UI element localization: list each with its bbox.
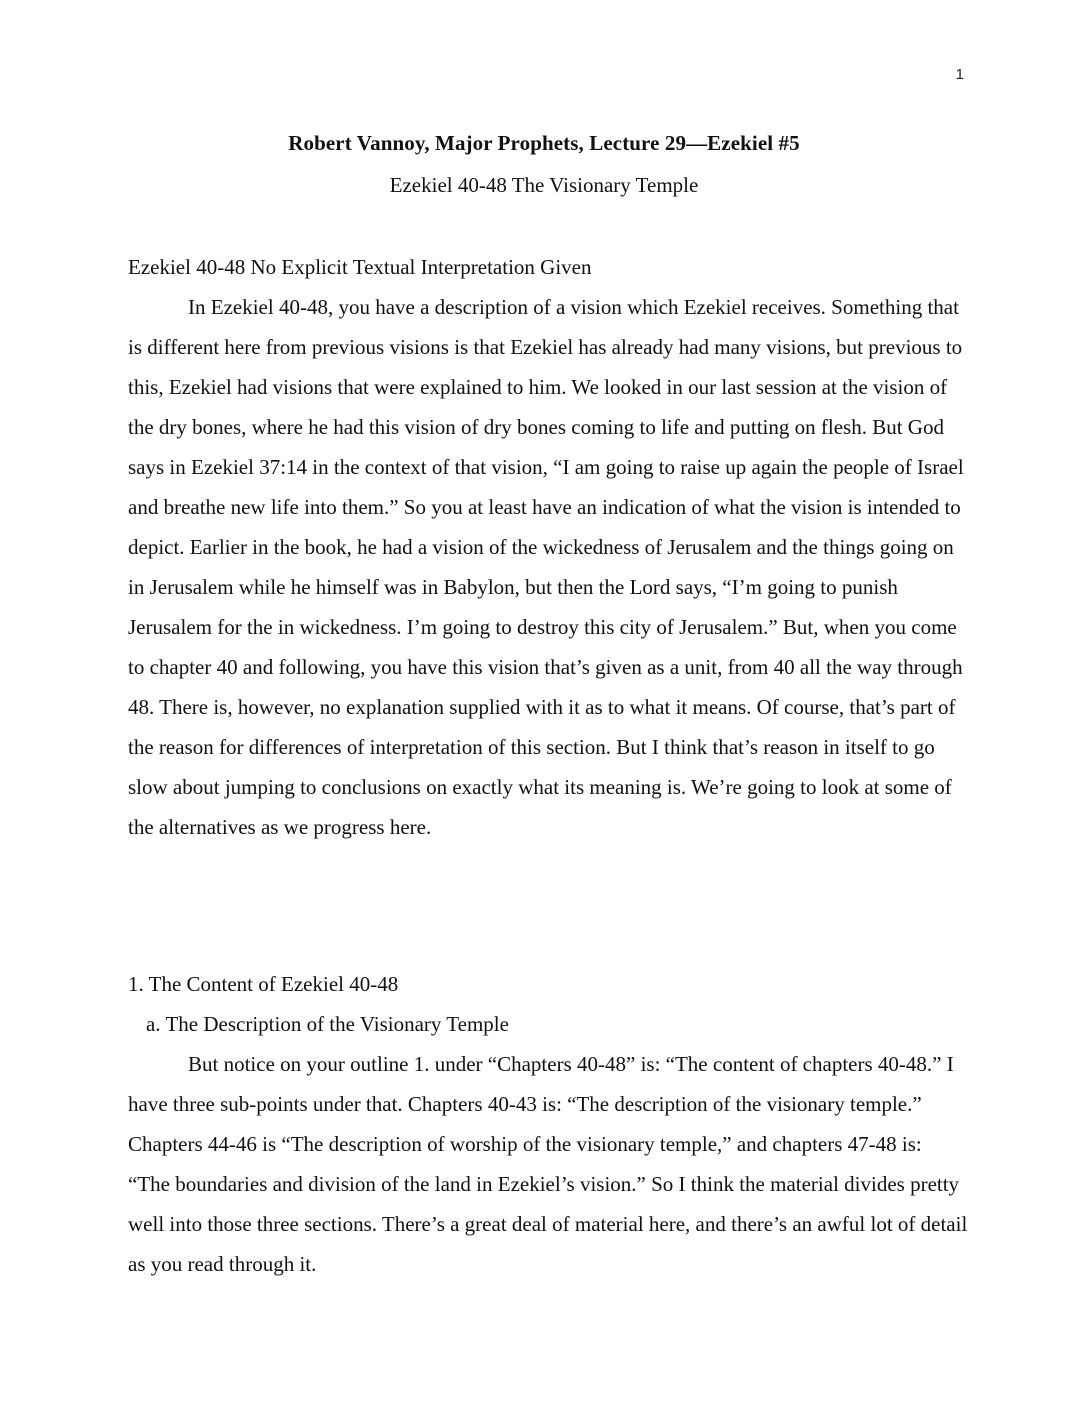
section-heading: Ezekiel 40-48 No Explicit Textual Interpretation Given [128,255,592,279]
body-paragraph: But notice on your outline 1. under “Chapters 40-48” is: “The content of chapters 40-48.” I have three sub-points under that. Chapters 40-43 is: “The description of the visionary temple.” Chapters 44-46 is “The description of worship of the visionary temple,” and chapters 47-48 is: “The boundaries and division of the land in Ezekiel’s vision.” So I think the material divides pretty well into those three sections. There’s a great deal of material here, and there’s an awful lot of detail as you read through it. [128,1052,968,1276]
body-paragraph: In Ezekiel 40-48, you have a description of a vision which Ezekiel receives. Something that is different here from previous visions is that Ezekiel has already had many visions, but previous to this, Ezekiel had visions that were explained to him. We looked in our last session at the vision of the dry bones, where he had this vision of dry bones coming to life and putting on flesh. But God says in Ezekiel 37:14 in the context of that vision, “I am going to raise up again the people of Israel and breathe new life into them.” So you at least have an indication of what the vision is intended to depict. Earlier in the book, he had a vision of the wickedness of Jerusalem and the things going on in Jerusalem while he himself was in Babylon, but then the Lord says, “I’m going to punish Jerusalem for the in wickedness. I’m going to destroy this city of Jerusalem.” But, when you come to chapter 40 and following, you have this vision that’s given as a unit, from 40 all the way through 48. There is, however, no explanation supplied with it as to what it means. Of course, that’s part of the reason for differences of interpretation of this section. But I think that’s reason in itself to go slow about jumping to conclusions on exactly what its meaning is. We’re going to look at some of the alternatives as we progress here. [128,295,964,839]
section-interpretation [128,247,968,847]
page-number: 1 [955,66,964,83]
section-content [128,964,968,1284]
document-subtitle: Ezekiel 40-48 The Visionary Temple [389,173,699,197]
section-heading: 1. The Content of Ezekiel 40-48 [128,972,399,996]
section-subheading: a. The Description of the Visionary Temple [146,1012,509,1036]
document-title: Robert Vannoy, Major Prophets, Lecture 29—Ezekiel #5 [288,131,800,155]
